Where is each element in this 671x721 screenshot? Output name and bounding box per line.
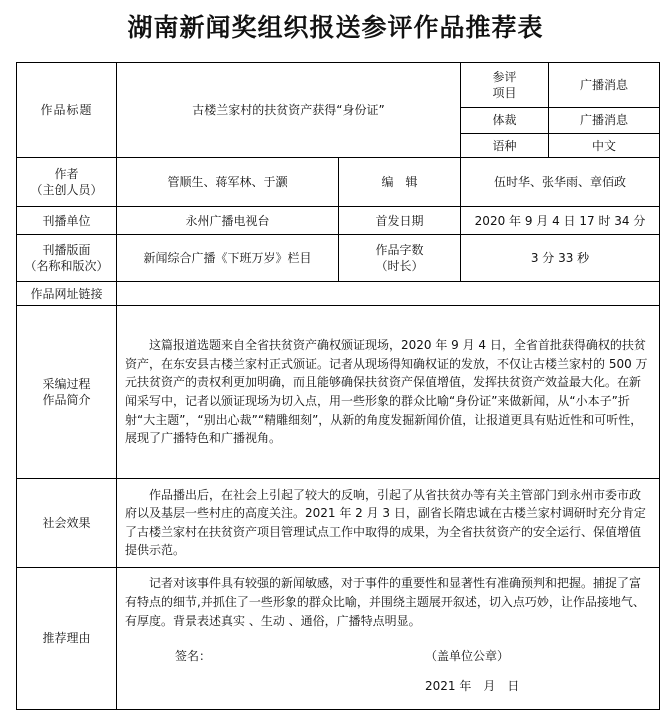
- work-title-label: 作品标题: [17, 63, 117, 158]
- layout-value: 新闻综合广播《下班万岁》栏目: [117, 235, 339, 282]
- process-text: 这篇报道选题来自全省扶贫资产确权颁证现场，2020 年 9 月 4 日，全省首批获得确权的扶贫资产，在东安县古楼兰家村正式颁证。记者从现场得知确权证的发放，不仅让古楼兰家村的 500 万元扶贫资产的责权利更加明确，而且能够确保扶贫资产保值增值，发挥扶贫资产效益最大化。在新闻采写中，记者以颁证现场为切入点，用一些形象的群众比喻“身份证”来做新闻，从“小本子”折射“大主题”，“别出心裁”“精雕细刻”，从新的角度发掘新闻价值，让报道更具有贴近性和可听性，展现了广播特色和广播视角。: [117, 306, 660, 478]
- stamp-label: （盖单位公章）: [425, 648, 510, 663]
- genre-label: 参评 项目: [461, 63, 549, 108]
- sign-label: 签名：: [175, 648, 212, 663]
- unit-label: 刊播单位: [17, 206, 117, 234]
- language-label: 语种: [461, 133, 549, 157]
- work-title-value: 古楼兰家村的扶贫资产获得“身份证”: [117, 63, 461, 158]
- genre-value: 广播消息: [549, 63, 660, 108]
- signature-line: [125, 648, 651, 670]
- process-label: 采编过程 作品简介: [17, 306, 117, 478]
- first-date-value: 2020 年 9 月 4 日 17 时 34 分: [461, 206, 660, 234]
- recommendation-form: [16, 62, 660, 710]
- reason-label: 推荐理由: [17, 567, 117, 709]
- reason-text: 记者对该事件具有较强的新闻敏感，对于事件的重要性和显著性有准确预判和把握。捕捉了富有特点的细节,并抓住了一些形象的群众比喻，并围绕主题展开叙述，切入点巧妙，让作品接地气、有厚度。背景表述真实 、生动 、通俗，广播特点明显。: [125, 575, 645, 629]
- editor-label: 编 辑: [339, 158, 461, 207]
- first-date-label: 首发日期: [339, 206, 461, 234]
- language-value: 中文: [549, 133, 660, 157]
- sign-date: 2021 年 月 日: [425, 678, 520, 693]
- style-value: 广播消息: [549, 107, 660, 133]
- word-count-value: 3 分 33 秒: [461, 235, 660, 282]
- unit-value: 永州广播电视台: [117, 206, 339, 234]
- url-label: 作品网址链接: [17, 282, 117, 306]
- author-value: 管顺生、蒋军林、于灏: [117, 158, 339, 207]
- editor-value: 伍时华、张华雨、章佰政: [461, 158, 660, 207]
- url-value: [117, 282, 660, 306]
- style-label: 体裁: [461, 107, 549, 133]
- layout-label: 刊播版面 （名称和版次）: [17, 235, 117, 282]
- effect-text: 作品播出后，在社会上引起了较大的反响，引起了从省扶贫办等有关主管部门到永州市委市政府以及基层一些村庄的高度关注。2021 年 2 月 3 日，副省长隋忠诚在古楼兰家村调研时充分肯定了古楼兰家村在扶贫资产项目管理试点工作中取得的成果，为全省扶贫资产的安全运行、保值增值提供示范。: [117, 478, 660, 567]
- word-count-label: 作品字数 （时长）: [339, 235, 461, 282]
- reason-cell: [117, 567, 660, 709]
- effect-label: 社会效果: [17, 478, 117, 567]
- author-label: 作者 （主创人员）: [17, 158, 117, 207]
- page-title: 湖南新闻奖组织报送参评作品推荐表: [127, 13, 544, 42]
